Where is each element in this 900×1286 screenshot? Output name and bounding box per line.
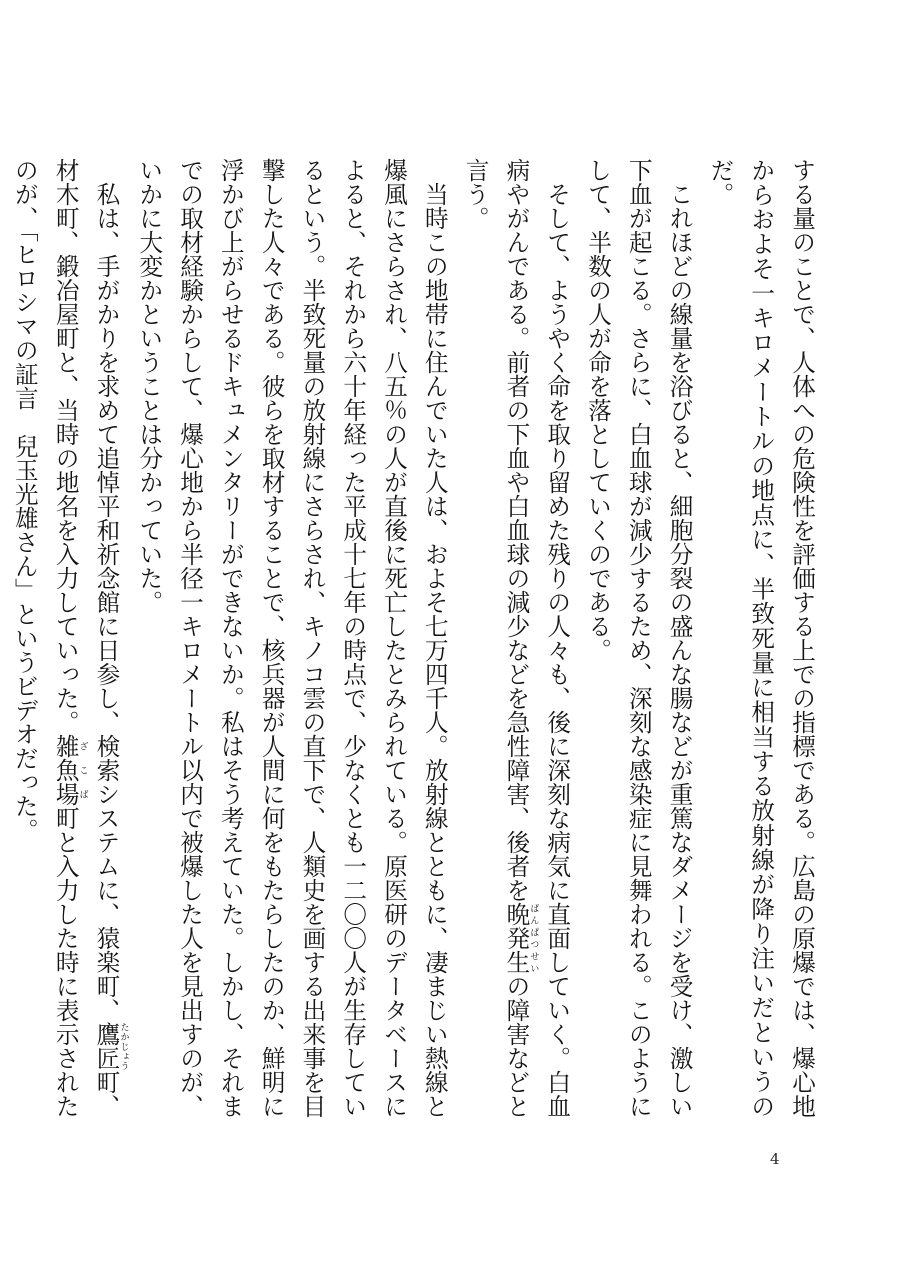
paragraph [700, 158, 822, 1118]
text-run: これほどの線量を浴びると、細胞分裂の盛んな腸などが重篤なダメージを受け、激しい下血が起こる。さらに、白血球が減少するため、深刻な感染症に見舞われる。このようにして、半数の人が命を落としていくのである。 [584, 158, 694, 1118]
text-run: 当時この地帯に住んでいた人は、およそ七万四千人。放射線とともに、凄まじい熱線と爆風にさらされ、八五％の人が直後に死亡したとみられている。原医研のデータベースによると、それから六十年経った平成十七年の時点で、少なくとも一二〇〇人が生存しているという。半致死量の放射線にさらされ、キノコ雲の直下で、人類史を画する出来事を目撃した人々である。彼らを取材することで、核兵器が人間に何をもたらしたのか、鮮明に浮かび上がらせるドキュメンタリーができないか。私はそう考えていた。しかし、それまでの取材経験からして、爆心地から半径一キロメートル以内で被爆した人を見出すのが、いかに大変かということは分かっていた。 [135, 158, 449, 1118]
ruby-base-text: 鷹匠 [92, 1021, 121, 1070]
paragraph [577, 158, 699, 1118]
text-run: 町、材木町、鍛冶屋町と、当時の地名を入力していった。 [51, 158, 121, 1119]
ruby-reading: たかじょう [118, 1021, 129, 1070]
paragraph [128, 158, 454, 1118]
ruby-annotated-word [502, 902, 539, 974]
paragraph [455, 158, 577, 1118]
page-number: 4 [770, 1150, 780, 1168]
ruby-reading: ざこば [77, 734, 88, 806]
paragraph [4, 158, 128, 1118]
ruby-base-text: 晩発生 [502, 902, 531, 974]
ruby-reading: ばんぱつせい [528, 902, 539, 974]
text-run: 町と入力した時に表示されたのが、「ヒロシマの証言 兒玉光雄さん」というビデオだった。 [10, 158, 80, 1118]
ruby-annotated-word [51, 734, 88, 806]
text-run: そして、ようやく命を取り留めた残りの人々も、後に深刻な病気に直面していく。白血病やがんである。前者の下血や白血球の減少などを急性障害、後者を [502, 158, 572, 1118]
ruby-annotated-word [92, 1021, 129, 1070]
text-run: の障害などと言う。 [461, 158, 531, 1118]
text-run: する量のことで、人体への危険性を評価する上での指標である。広島の原爆では、爆心地からおよそ一キロメートルの地点に、半致死量に相当する放射線が降り注いだというのだ。 [706, 158, 816, 1118]
ruby-base-text: 雑魚場 [51, 734, 80, 806]
body-text [10, 158, 822, 1119]
text-run: 私は、手がかりを求めて追悼平和祈念館に日参し、検索システムに、猿楽町、 [92, 181, 121, 1022]
